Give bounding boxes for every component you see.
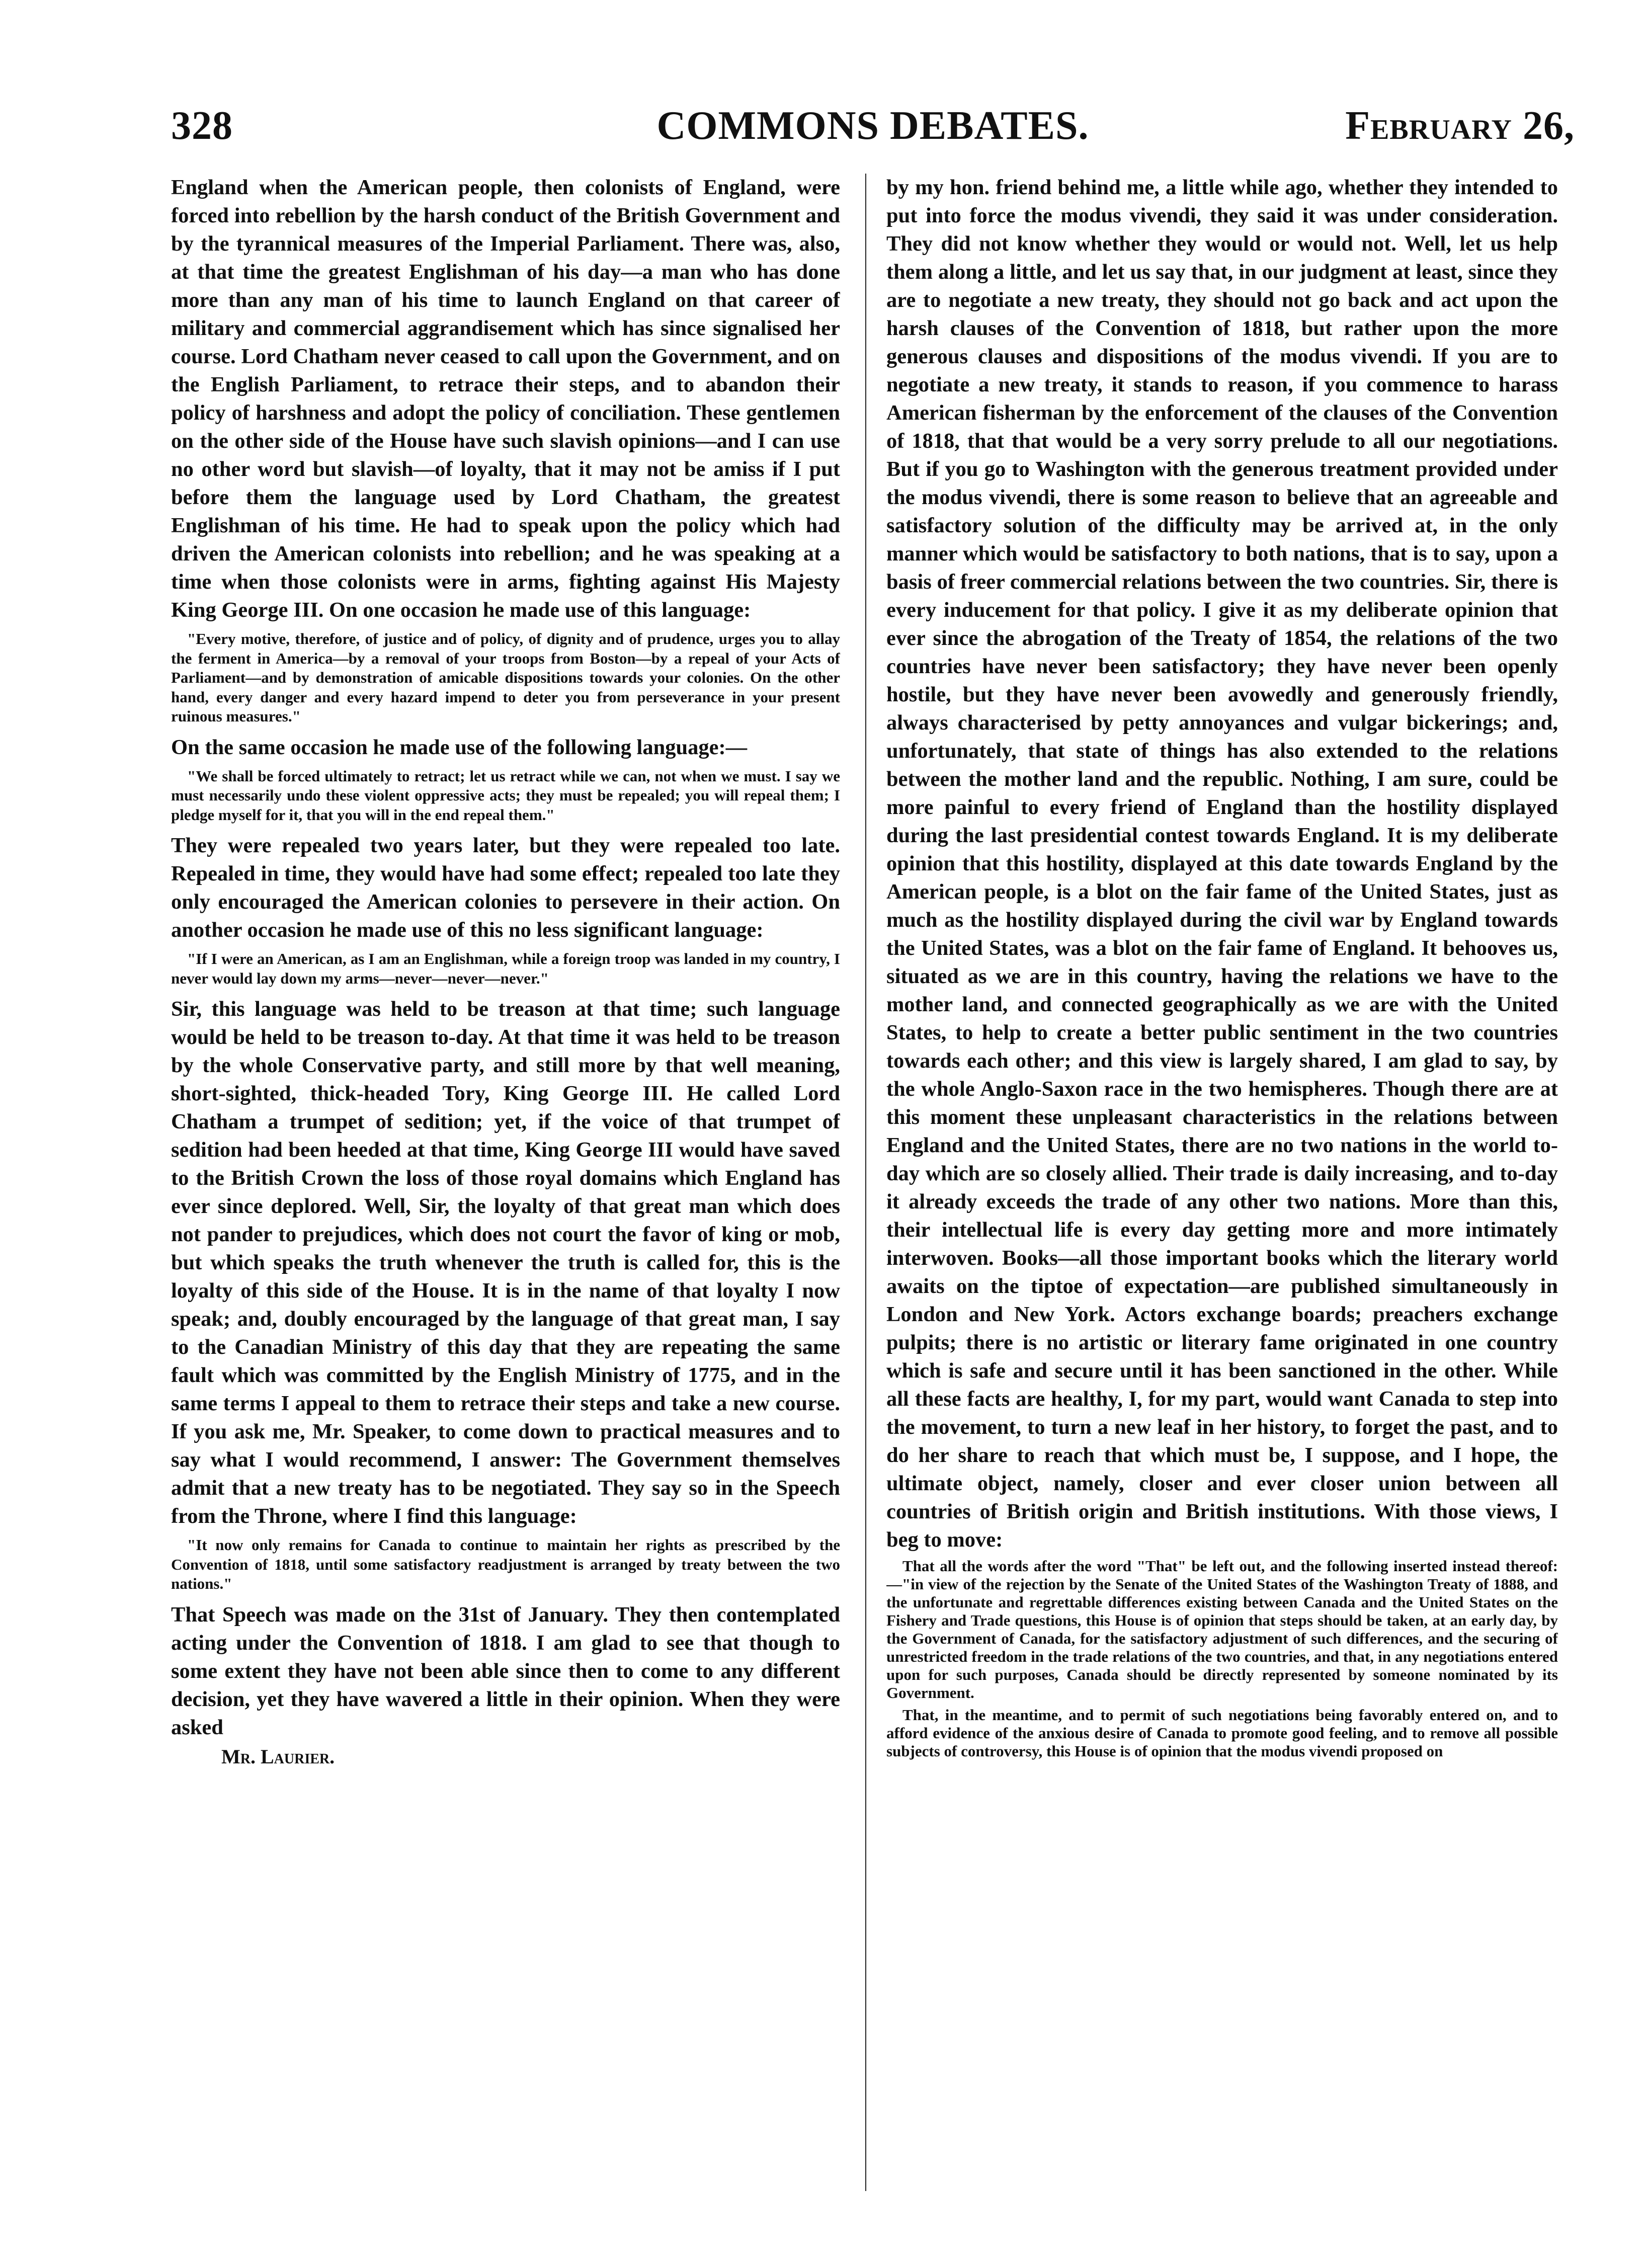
page-header [171, 103, 1575, 164]
motion-text-2: That, in the meantime, and to permit of such negotiations being favorably entered on, and to afford evidence of the anxious desire of Canada to promote good feeling, and to remove all possible subjects of controversy, this House is of opinion that the modus vivendi proposed on [886, 1706, 1558, 1760]
left-paragraph-5: That Speech was made on the 31st of January. They then contemplated acting under the Convention of 1818. I am glad to see that though to some extent they have not been able since then to come to any different decision, yet they have wavered a little in their opinion. When they were asked [171, 1602, 840, 1739]
header-date: February 26, [1345, 104, 1575, 148]
left-paragraph-4: Sir, this language was held to be treason at that time; such language would be held to be treason to-day. At that time it was held to be treason by the whole Conservative party, and still more by that well meaning, short-sighted, thick-headed Tory, King George III. He called Lord Chatham a trumpet of sedition; yet, if the voice of that trumpet of sedition had been heeded at that time, King George III would have saved to the British Crown the loss of those royal domains which England has ever since deplored. Well, Sir, the loyalty of that great man which does not pander to prejudices, which does not court the favor of king or mob, but which speaks the truth whenever the truth is called for, this is the loyalty of this side of the House. It is in the name of that loyalty I now speak; and, doubly encouraged by the language of that great man, I say to the Canadian Ministry of this day that they are repeating the same fault which was committed by the English Ministry of 1775, and in the same terms I appeal to them to retrace their steps and take a new course. If you ask me, Mr. Speaker, to come down to practical measures and to say what I would recommend, I answer: The Government themselves admit that a new treaty has to be negotiated. They say so in the Speech from the Throne, where I find this language: [171, 997, 840, 1528]
right-column [886, 174, 1558, 2216]
page-number: 328 [171, 104, 233, 148]
motion-text-1: That all the words after the word "That" be left out, and the following inserted instead thereof:—"in view of the rejection by the Senate of the United States of the Washington Treaty of 1888, and the unfortunate and regrettable differences existing between Canada and the United States on the Fishery and Trade questions, this House is of opinion that steps should be taken, at an early day, by the Government of Canada, for the satisfactory adjustment of such differences, and the securing of unrestricted freedom in the trade relations of the two countries, and that, in any negotiations entered upon for such purposes, Canada should be directly represented by someone nominated by its Government. [886, 1557, 1558, 1702]
left-paragraph-3: They were repealed two years later, but they were repealed too late. Repealed in time, they would have had some effect; repealed too late they only encouraged the American colonies to persevere in their action. On another occasion he made use of this no less significant language: [171, 834, 840, 942]
right-paragraph-1: by my hon. friend behind me, a little while ago, whether they intended to put into force the modus vivendi, they said it was under consideration. They did not know whether they would or would not. Well, let us help them along a little, and let us say that, in our judgment at least, since they are to negotiate a new treaty, they should not go back and act upon the harsh clauses of the Convention of 1818, but rather upon the more generous clauses and dispositions of the modus vivendi. If you are to negotiate a new treaty, it stands to reason, if you commence to harass American fisherman by the enforcement of the clauses of the Convention of 1818, that that would be a very sorry prelude to all our negotiations. But if you go to Washington with the generous treatment provided under the modus vivendi, there is some reason to believe that an agreeable and satisfactory solution of the difficulty may be arrived at, in the only manner which would be satisfactory to both nations, that is to say, upon a basis of freer commercial relations between the two countries. Sir, there is every inducement for that policy. I give it as my deliberate opinion that ever since the abrogation of the Treaty of 1854, the relations of the two countries have never been satisfactory; they have never been openly hostile, but they have never been avowedly and generously friendly, always characterised by petty annoyances and vulgar bickerings; and, unfortunately, that state of things has also extended to the relations between the mother land and the republic. Nothing, I am sure, could be more painful to every friend of England than the hostility displayed during the last presidential contest towards England. It is my deliberate opinion that this hostility, displayed at this date towards England by the American people, is a blot on the fair fame of the United States, just as much as the hostility displayed during the civil war by England towards the United States, was a blot on the fair fame of England. It behooves us, situated as we are in this country, having the relations we have to the mother land, and connected geographically as we are with the United States, to help to create a better public sentiment in the two countries towards each other; and this view is largely shared, I am glad to say, by the whole Anglo-Saxon race in the two hemispheres. Though there are at this moment these unpleasant characteristics in the relations between England and the United States, there are no two nations in the world to-day which are so closely allied. Their trade is daily increasing, and to-day it already exceeds the trade of any other two nations. More than this, their intellectual life is every day getting more and more intimately interwoven. Books—all those important books which the literary world awaits on the tiptoe of expectation—are published simultaneously in London and New York. Actors exchange boards; preachers exchange pulpits; there is no artistic or literary fame originated in one country which is safe and secure until it has been sanctioned in the other. While all these facts are healthy, I, for my part, would want Canada to step into the movement, to turn a new leaf in her history, to forget the past, and to do her share to reach that which must be, I suppose, and I hope, the ultimate object, namely, closer and ever closer union between all countries of British origin and British institutions. With those views, I beg to move: [886, 176, 1558, 1552]
left-column [171, 174, 840, 2216]
left-paragraph-1: England when the American people, then colonists of England, were forced into rebellion by the harsh conduct of the British Government and by the tyrannical measures of the Imperial Parliament. There was, also, at that time the greatest Englishman of his day—a man who has done more than any man of his time to launch England on that career of military and commercial aggrandisement which has since signalised her course. Lord Chatham never ceased to call upon the Government, and on the English Parliament, to retrace their steps, and to abandon their policy of harshness and adopt the policy of conciliation. These gentlemen on the other side of the House have such slavish opinions—and I can use no other word but slavish—of loyalty, that it may not be amiss if I put before them the language used by Lord Chatham, the greatest Englishman of his time. He had to speak upon the policy which had driven the American colonists into rebellion; and he was speaking at a time when those colonists were in arms, fighting against His Majesty King George III. On one occasion he made use of this language: [171, 176, 840, 622]
chatham-quote-1: "Every motive, therefore, of justice and of policy, of dignity and of prudence, urges you to allay the ferment in America—by a removal of your troops from Boston—by a repeal of your Acts of Parliament—and by demonstration of amicable dispositions towards your colonies. On the other hand, every danger and every hazard impend to deter you from perseverance in your present ruinous measures." [171, 630, 840, 725]
chatham-quote-3: "If I were an American, as I am an Englishman, while a foreign troop was landed in my country, I never would lay down my arms—never—never—never." [171, 950, 840, 987]
speaker-name: Mr. Laurier. [221, 1745, 335, 1768]
left-paragraph-2: On the same occasion he made use of the following language:— [171, 735, 748, 759]
publication-title: COMMONS DEBATES. [656, 104, 1089, 148]
throne-speech-quote: "It now only remains for Canada to continue to maintain her rights as prescribed by the Convention of 1818, until some satisfactory readjustment is arranged by treaty between the two nations." [171, 1536, 840, 1592]
chatham-quote-2: "We shall be forced ultimately to retract; let us retract while we can, not when we must. I say we must necessarily undo these violent oppressive acts; they must be repealed; you will repeal them; I pledge myself for it, that you will in the end repeal them." [171, 767, 840, 824]
column-divider [865, 174, 866, 2191]
